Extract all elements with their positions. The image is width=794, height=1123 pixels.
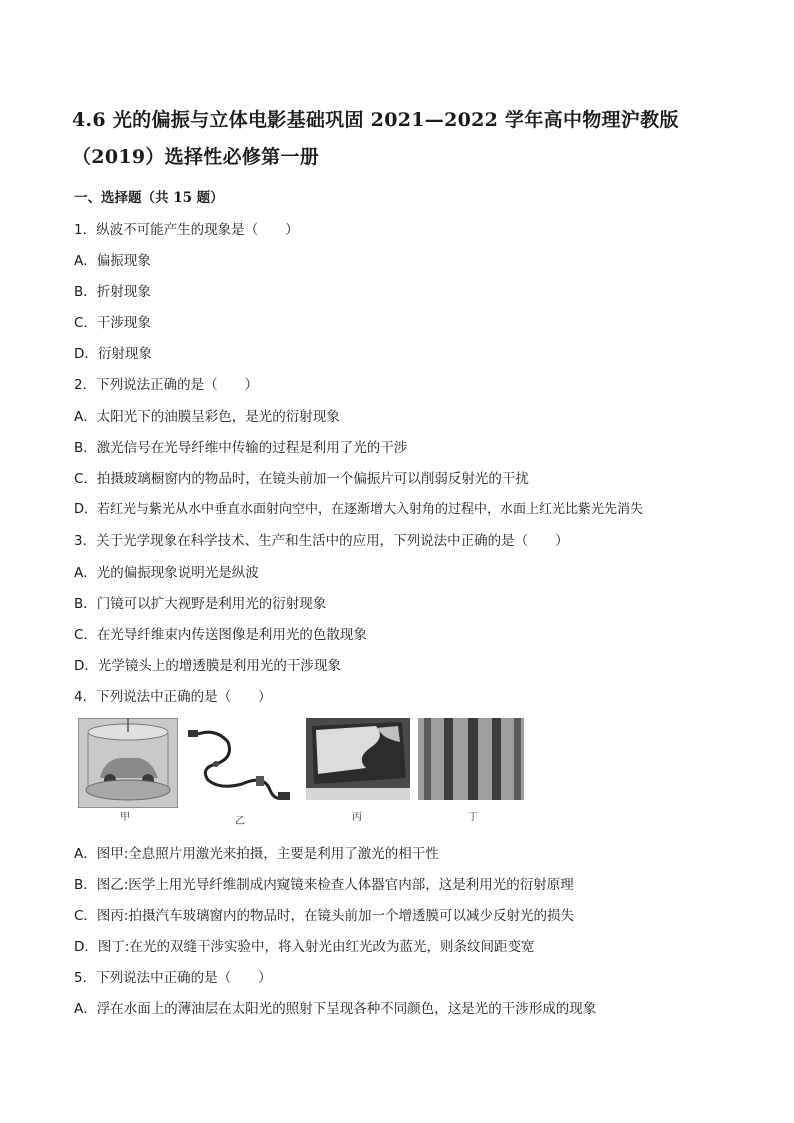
figure-label-bing: 丙	[352, 812, 362, 823]
section-heading: 一、选择题（共 15 题）	[74, 190, 224, 206]
car-window-image	[306, 718, 410, 800]
figure-interference	[418, 718, 524, 804]
question-1-option-a: A．偏振现象	[74, 253, 151, 269]
question-4-figures	[78, 718, 528, 827]
question-2-option-b: B．激光信号在光导纤维中传输的过程是利用了光的干涉	[74, 440, 408, 456]
document-title	[72, 102, 732, 176]
question-3-option-a: A．光的偏振现象说明光是纵波	[74, 565, 259, 581]
title-line-1: 4.6 光的偏振与立体电影基础巩固 2021—2022 学年高中物理沪教版	[72, 109, 679, 131]
figure-hologram	[78, 718, 178, 812]
question-4-option-a: A．图甲:全息照片用激光来拍摄，主要是利用了激光的相干性	[74, 846, 439, 862]
question-4-option-c: C．图丙:拍摄汽车玻璃窗内的物品时，在镜头前加一个增透膜可以减少反射光的损失	[74, 908, 574, 924]
hologram-car-image	[78, 718, 178, 808]
question-3-stem: 3．关于光学现象在科学技术、生产和生活中的应用，下列说法中正确的是（ ）	[74, 533, 569, 549]
figure-car-window	[306, 718, 410, 804]
question-1-option-b: B．折射现象	[74, 284, 151, 300]
question-2-stem: 2．下列说法正确的是（ ）	[74, 377, 259, 393]
question-4-option-b: B．图乙:医学上用光导纤维制成内窥镜来检查人体器官内部，这是利用光的衍射原理	[74, 877, 574, 893]
figure-label-yi: 乙	[235, 816, 245, 827]
question-5-option-a: A．浮在水面上的薄油层在太阳光的照射下呈现各种不同颜色，这是光的干涉形成的现象	[74, 1001, 597, 1017]
figure-label-ding: 丁	[468, 812, 478, 823]
question-3-option-c: C．在光导纤维束内传送图像是利用光的色散现象	[74, 627, 367, 643]
fiber-cable-image	[186, 718, 296, 810]
question-1-option-d: D．衍射现象	[74, 346, 152, 362]
question-4-stem: 4．下列说法中正确的是（ ）	[74, 689, 272, 705]
question-2-option-a: A．太阳光下的油膜呈彩色，是光的衍射现象	[74, 409, 340, 425]
question-3-option-d: D．光学镜头上的增透膜是利用光的干涉现象	[74, 658, 341, 674]
figure-label-jia: 甲	[120, 812, 130, 823]
question-1-option-c: C．干涉现象	[74, 315, 151, 331]
title-line-2: （2019）选择性必修第一册	[72, 146, 320, 168]
interference-fringes-image	[418, 718, 524, 800]
question-1-stem: 1．纵波不可能产生的现象是（ ）	[74, 222, 299, 238]
figure-fiber-cable	[186, 718, 296, 814]
question-2-option-d: D．若红光与紫光从水中垂直水面射向空中，在逐渐增大入射角的过程中，水面上红光比紫光先消失	[74, 502, 644, 517]
question-3-option-b: B．门镜可以扩大视野是利用光的衍射现象	[74, 596, 327, 612]
question-2-option-c: C．拍摄玻璃橱窗内的物品时，在镜头前加一个偏振片可以削弱反射光的干扰	[74, 471, 529, 487]
question-5-stem: 5．下列说法中正确的是（ ）	[74, 970, 272, 986]
question-4-option-d: D．图丁:在光的双缝干涉实验中，将入射光由红光改为蓝光，则条纹间距变宽	[74, 939, 535, 955]
